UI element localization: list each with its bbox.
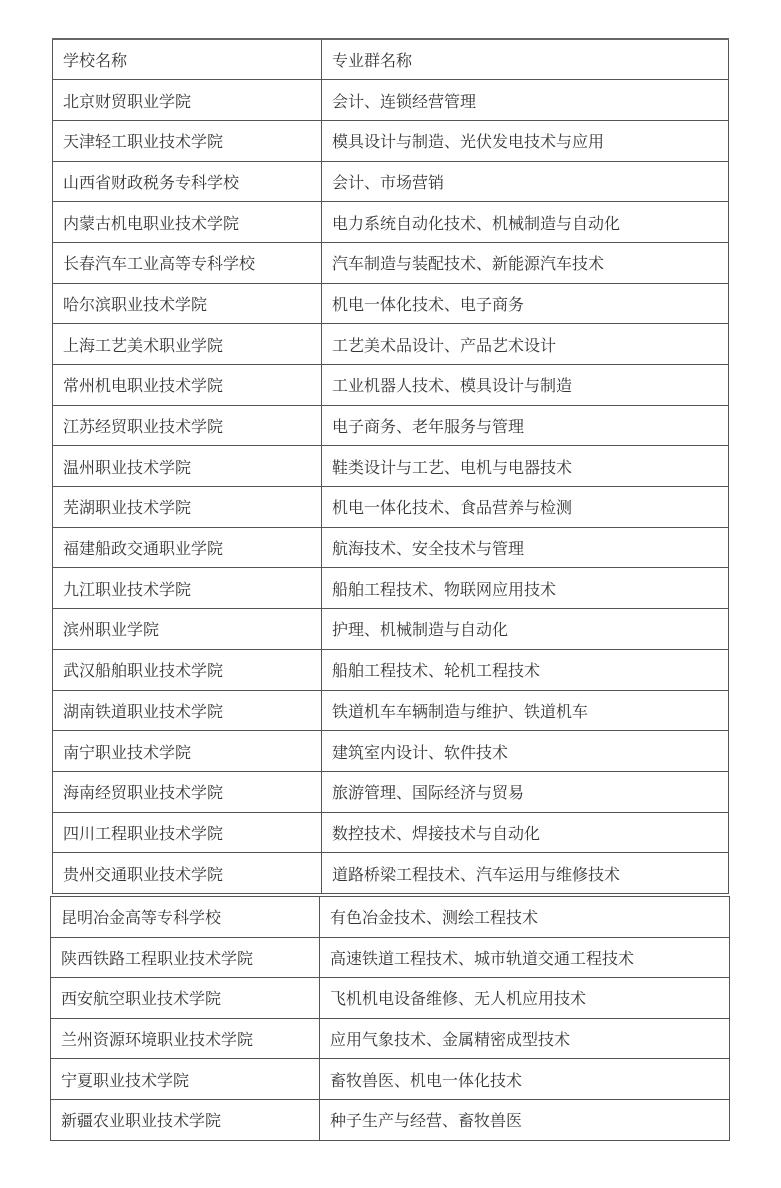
- major-group-cell: 高速铁道工程技术、城市轨道交通工程技术: [320, 937, 730, 978]
- school-name-cell: 福建船政交通职业学院: [53, 527, 322, 568]
- major-group-cell: 电子商务、老年服务与管理: [322, 405, 729, 446]
- major-group-cell: 船舶工程技术、轮机工程技术: [322, 649, 729, 690]
- major-group-cell: 会计、市场营销: [322, 161, 729, 202]
- table-row: [53, 365, 729, 406]
- major-group-cell: 有色冶金技术、测绘工程技术: [320, 897, 730, 938]
- school-name-cell: 上海工艺美术职业学院: [53, 324, 322, 365]
- table-row: [51, 897, 730, 938]
- major-group-cell: 航海技术、安全技术与管理: [322, 527, 729, 568]
- school-name-cell: 西安航空职业技术学院: [51, 978, 320, 1019]
- table-header-row: [53, 39, 729, 80]
- major-group-cell: 机电一体化技术、电子商务: [322, 283, 729, 324]
- major-group-cell: 船舶工程技术、物联网应用技术: [322, 568, 729, 609]
- school-name-cell: 芜湖职业技术学院: [53, 487, 322, 528]
- school-name-cell: 贵州交通职业技术学院: [53, 853, 322, 894]
- table-row: [53, 487, 729, 528]
- school-name-cell: 湖南铁道职业技术学院: [53, 690, 322, 731]
- table-row: [53, 80, 729, 121]
- major-group-cell: 会计、连锁经营管理: [322, 80, 729, 121]
- major-group-cell: 汽车制造与装配技术、新能源汽车技术: [322, 242, 729, 283]
- table-row: [53, 812, 729, 853]
- table-row: [53, 283, 729, 324]
- major-group-cell: 建筑室内设计、软件技术: [322, 731, 729, 772]
- table-row: [53, 568, 729, 609]
- table-row: [53, 690, 729, 731]
- major-group-cell: 铁道机车车辆制造与维护、铁道机车: [322, 690, 729, 731]
- table-row: [53, 242, 729, 283]
- school-name-cell: 九江职业技术学院: [53, 568, 322, 609]
- school-name-cell: 温州职业技术学院: [53, 446, 322, 487]
- table-row: [53, 609, 729, 650]
- school-name-cell: 四川工程职业技术学院: [53, 812, 322, 853]
- school-name-cell: 山西省财政税务专科学校: [53, 161, 322, 202]
- major-group-cell: 电力系统自动化技术、机械制造与自动化: [322, 202, 729, 243]
- major-group-cell: 数控技术、焊接技术与自动化: [322, 812, 729, 853]
- school-name-cell: 长春汽车工业高等专科学校: [53, 242, 322, 283]
- school-name-cell: 哈尔滨职业技术学院: [53, 283, 322, 324]
- major-group-cell: 机电一体化技术、食品营养与检测: [322, 487, 729, 528]
- major-group-cell: 工业机器人技术、模具设计与制造: [322, 365, 729, 406]
- school-name-cell: 滨州职业学院: [53, 609, 322, 650]
- school-name-cell: 江苏经贸职业技术学院: [53, 405, 322, 446]
- school-name-cell: 兰州资源环境职业技术学院: [51, 1018, 320, 1059]
- major-group-cell: 飞机机电设备维修、无人机应用技术: [320, 978, 730, 1019]
- table-row: [53, 202, 729, 243]
- table-row: [51, 1099, 730, 1140]
- major-group-cell: 种子生产与经营、畜牧兽医: [320, 1099, 730, 1140]
- header-school-name: 学校名称: [53, 39, 322, 80]
- table-row: [53, 446, 729, 487]
- table-row: [53, 324, 729, 365]
- school-name-cell: 北京财贸职业学院: [53, 80, 322, 121]
- school-name-cell: 南宁职业技术学院: [53, 731, 322, 772]
- school-name-cell: 海南经贸职业技术学院: [53, 771, 322, 812]
- school-name-cell: 天津轻工职业技术学院: [53, 120, 322, 161]
- major-group-cell: 模具设计与制造、光伏发电技术与应用: [322, 120, 729, 161]
- school-table-part-1: [52, 38, 729, 894]
- major-group-cell: 工艺美术品设计、产品艺术设计: [322, 324, 729, 365]
- table-row: [53, 161, 729, 202]
- major-group-cell: 畜牧兽医、机电一体化技术: [320, 1059, 730, 1100]
- table-row: [51, 1059, 730, 1100]
- school-table-part-2: [50, 896, 730, 1141]
- school-name-cell: 陕西铁路工程职业技术学院: [51, 937, 320, 978]
- major-group-cell: 道路桥梁工程技术、汽车运用与维修技术: [322, 853, 729, 894]
- header-major-group: 专业群名称: [322, 39, 729, 80]
- school-name-cell: 常州机电职业技术学院: [53, 365, 322, 406]
- table-row: [53, 853, 729, 894]
- table-row: [53, 731, 729, 772]
- table-row: [51, 1018, 730, 1059]
- table-row: [53, 527, 729, 568]
- school-name-cell: 昆明冶金高等专科学校: [51, 897, 320, 938]
- major-group-cell: 鞋类设计与工艺、电机与电器技术: [322, 446, 729, 487]
- table-row: [53, 771, 729, 812]
- major-group-cell: 旅游管理、国际经济与贸易: [322, 771, 729, 812]
- table-row: [53, 405, 729, 446]
- table-row: [53, 649, 729, 690]
- table-row: [53, 120, 729, 161]
- school-name-cell: 武汉船舶职业技术学院: [53, 649, 322, 690]
- major-group-cell: 护理、机械制造与自动化: [322, 609, 729, 650]
- school-name-cell: 新疆农业职业技术学院: [51, 1099, 320, 1140]
- major-group-cell: 应用气象技术、金属精密成型技术: [320, 1018, 730, 1059]
- school-name-cell: 宁夏职业技术学院: [51, 1059, 320, 1100]
- table-row: [51, 937, 730, 978]
- table-row: [51, 978, 730, 1019]
- school-name-cell: 内蒙古机电职业技术学院: [53, 202, 322, 243]
